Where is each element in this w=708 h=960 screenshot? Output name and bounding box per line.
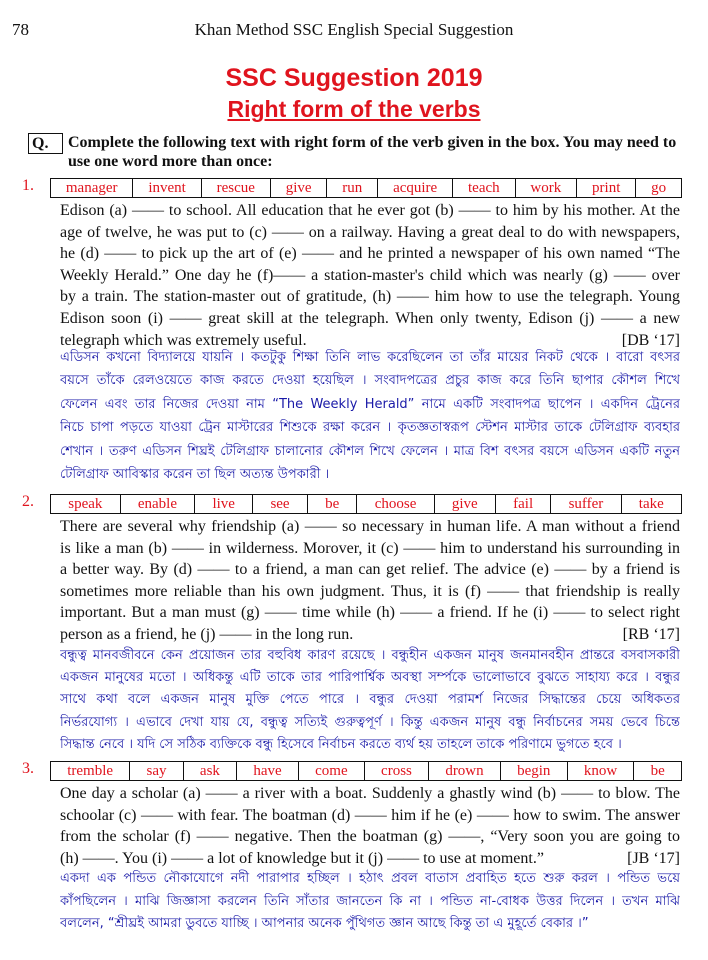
section-number: 1.: [22, 177, 34, 194]
bangla-translation: [60, 868, 680, 936]
line-text: Weekly Herald.” One day he (f)—— a station-master's child which was nearly (g) —— over: [60, 266, 680, 284]
verb-word: speak: [51, 495, 121, 513]
page-subtitle: Right form of the verbs: [227, 96, 481, 122]
line-text: Edison (a) —— to school. All education that he ever got (b) —— to him by his mother. At the: [60, 202, 680, 219]
verb-word: have: [237, 762, 299, 780]
verb-word: drown: [429, 762, 501, 780]
translation-line: সাথে কথা বলে একজন মানুষ মুক্তি পেতে পারে । বন্ধুর দেওয়া পরামর্শ নিজের সিদ্ধান্তের চেয়ে অধিকতর: [60, 692, 680, 708]
translation-line: একদা এক পন্ডিত নৌকাযোগে নদী পারাপার হচ্ছিল । হঠাৎ প্রবল বাতাস প্রবাহিত হতে শুরু করল । পন্ডিত ভয়ে: [60, 871, 680, 886]
passage-line: [60, 826, 680, 848]
translation-line: শেখান । তরুণ এডিসন শিঘ্রই টেলিগ্রাফ চালানোর কৌশল শিখে ফেলেন । মাত্র বিশ বৎসর বয়সে এডিসন একটি নতুন: [60, 443, 680, 459]
translation-line: বয়সে তাঁকে রেলওয়েতে কাজ করতে দেওয়া হয়েছিল । সংবাদপত্রের প্রচুর কাজ করে তিনি ছাপার কৌশল শিখে: [60, 373, 680, 389]
bangla-translation: [60, 346, 680, 486]
question-instruction: Complete the following text with right form of the verb given in the box. You may need to use one word more than once:: [68, 134, 677, 170]
verb-word: be: [308, 495, 358, 513]
running-header: Khan Method SSC English Special Suggestion: [194, 20, 514, 39]
verb-word: choose: [357, 495, 434, 513]
verb-word: tremble: [51, 762, 130, 780]
line-text: There are several why friendship (a) —— so necessary in human life. A man without a friend: [60, 518, 680, 535]
verb-word: go: [651, 180, 667, 196]
verb-box: [50, 761, 682, 781]
page-number: 78: [12, 20, 29, 39]
line-text: is like a man (b) —— in wilderness. Morover, it (c) —— him to understand his surrounding in: [60, 539, 680, 557]
translation-line: বললেন, “শ্রীঘ্রই আমরা ডুবতে যাচ্ছি । আপনার অনেক পুঁথিগত জ্ঞান আছে কিন্তু তা এ মুহূর্তে বেকার ।”: [60, 916, 589, 931]
verb-word: begin: [501, 762, 568, 780]
passage-line: [60, 559, 680, 581]
passage-text: [60, 783, 680, 869]
verb-word: invent: [133, 179, 201, 197]
translation-line: একজন মানুষের মতো । অধিকন্তু এটি তাকে তার পারিপার্শ্বিক অবস্থা সর্ম্পকে ভালোভাবে বুঝতে সাহায্য করে । বন্ধুর: [60, 670, 680, 686]
translation-line: টেলিগ্রাফ আবিস্কার করেন তা ছিল অত্যন্ত উপকারী ।: [60, 466, 330, 482]
translation-line: ফেলেন এবং তার নিজের দেওয়া নাম “The Weekly Herald” নামে একটি সংবাদপত্র ছাপেন । একদিন ট্রেনের: [60, 396, 680, 412]
line-text: person as a friend, he (j) —— in the long run.: [60, 625, 354, 643]
passage-line: [60, 308, 680, 330]
board-reference: [JB ‘17]: [627, 849, 680, 867]
verb-word: ask: [184, 762, 237, 780]
passage-line: [60, 538, 680, 560]
passage-line: [60, 222, 680, 244]
verb-word: live: [195, 495, 253, 513]
line-text: important. But a man must (g) —— time while (h) —— a friend. If he (i) —— to select right: [60, 604, 680, 622]
bangla-translation: [60, 645, 680, 756]
translation-line: নিচে চাপা পড়তে যাওয়া ট্রেন মাস্টারের শিশুকে রক্ষা করেন । কৃতজ্ঞতাস্বরূপ স্টেশন মাস্টার তাকে টেলিগ্রাফ ব্যবহার: [60, 420, 680, 436]
translation-line: সিদ্ধান্ত নেবে । যদি সে সঠিক ব্যক্তিকে বন্ধু হিসেবে নির্বাচন করতে ব্যর্থ হয় তাহলে তাকে পরিণামে ভুগতে হবে ।: [60, 736, 622, 752]
verb-word: acquire: [378, 179, 453, 197]
passage-text: [60, 516, 680, 646]
verb-word: know: [568, 762, 635, 780]
verb-word: fail: [496, 495, 551, 513]
verb-word: work: [516, 179, 578, 197]
verb-word: give: [435, 495, 496, 513]
line-text: by a train. The station-master out of gratitude, (h) —— him how to use the telegraph. Young: [60, 288, 680, 306]
board-reference: [DB ‘17]: [621, 331, 680, 349]
translation-line: বন্ধুত্ব মানবজীবনে কেন প্রয়োজন তার বহুবিধ কারণ রয়েছে । বন্ধুহীন একজন মানুষ জনমানবহীন প্রান্তরে বসবাসকারী: [60, 648, 680, 663]
verb-word: come: [299, 762, 365, 780]
board-reference: [RB ‘17]: [622, 625, 680, 643]
verb-word: enable: [121, 495, 196, 513]
verb-word: manager: [51, 179, 133, 197]
passage-line: [60, 848, 680, 870]
verb-word: suffer: [551, 495, 621, 513]
verb-box: [50, 494, 682, 514]
verb-word: see: [253, 495, 308, 513]
line-text: from the scholar (f) —— negative. Then the boatman (g) ——, “Very soon you are going to: [60, 828, 680, 846]
section-number: 3.: [22, 760, 34, 777]
translation-line: নির্ভরযোগ্য । এভাবে দেখা যায় যে, বন্ধুত্ব সত্যিই গুরুত্বপূর্ণ । কিন্তু একজন মানুষ বন্ধু নির্বাচনের সময় ভেবে চিন্তে: [60, 714, 680, 730]
verb-word: rescue: [202, 179, 271, 197]
verb-word: take: [638, 496, 664, 512]
verb-word: say: [130, 762, 183, 780]
passage-text: [60, 200, 680, 351]
line-text: age of twelve, he was put to (c) —— on a railway. Having a great deal to do with newspapers,: [60, 223, 680, 241]
section-number: 2.: [22, 493, 34, 510]
line-text: (h) ——. You (i) —— a lot of knowledge but it (j) —— to use at moment.”: [60, 849, 544, 867]
verb-word: run: [327, 179, 378, 197]
verb-word: print: [577, 179, 636, 197]
passage-line: [60, 200, 680, 222]
question-label: Q.: [28, 133, 63, 154]
verb-word: be: [650, 763, 665, 779]
verb-box: [50, 178, 682, 198]
passage-line: [60, 265, 680, 287]
line-text: telegraph which was extremely useful.: [60, 331, 307, 349]
passage-line: [60, 624, 680, 646]
verb-word: teach: [453, 179, 515, 197]
line-text: a better way. By (d) —— to a friend, a man can get relief. The advice (e) —— by a friend is: [60, 561, 680, 579]
passage-line: [60, 602, 680, 624]
verb-word: give: [271, 179, 328, 197]
line-text: sometimes more reliable than his own judgment. Thus, it is (f) —— that friendship is really: [60, 582, 680, 600]
passage-line: [60, 286, 680, 308]
passage-line: [60, 805, 680, 827]
passage-line: [60, 581, 680, 603]
page-title: SSC Suggestion 2019: [225, 64, 483, 92]
line-text: he (d) —— to pick up the art of (e) —— and he printed a newspaper of his own named “The: [60, 245, 680, 263]
passage-line: [60, 783, 680, 805]
line-text: Edison soon (i) —— great skill at the telegraph. When only twenty, Edison (j) —— a new: [60, 309, 680, 327]
verb-word: cross: [365, 762, 429, 780]
translation-line: কাঁপছিলেন । মাঝি জিজ্ঞাসা করলেন তিনি সাঁতার জানতেন কি না । পন্ডিত না-বোধক উত্তর দিলেন । তখন মাঝি: [60, 893, 680, 909]
line-text: One day a scholar (a) —— a river with a boat. Suddenly a ghastly wind (b) —— to blow. The: [60, 785, 680, 802]
translation-line: এডিসন কখনো বিদ্যালয়ে যায়নি । কতটুকু শিক্ষা তিনি লাভ করেছিলেন তা তাঁর মায়ের নিকট থেকে । বারো বৎসর: [60, 350, 680, 365]
passage-line: [60, 243, 680, 265]
passage-line: [60, 516, 680, 538]
line-text: schoolar (c) —— with fear. The boatman (d) —— him if he (e) —— how to swim. The answer: [60, 806, 680, 824]
